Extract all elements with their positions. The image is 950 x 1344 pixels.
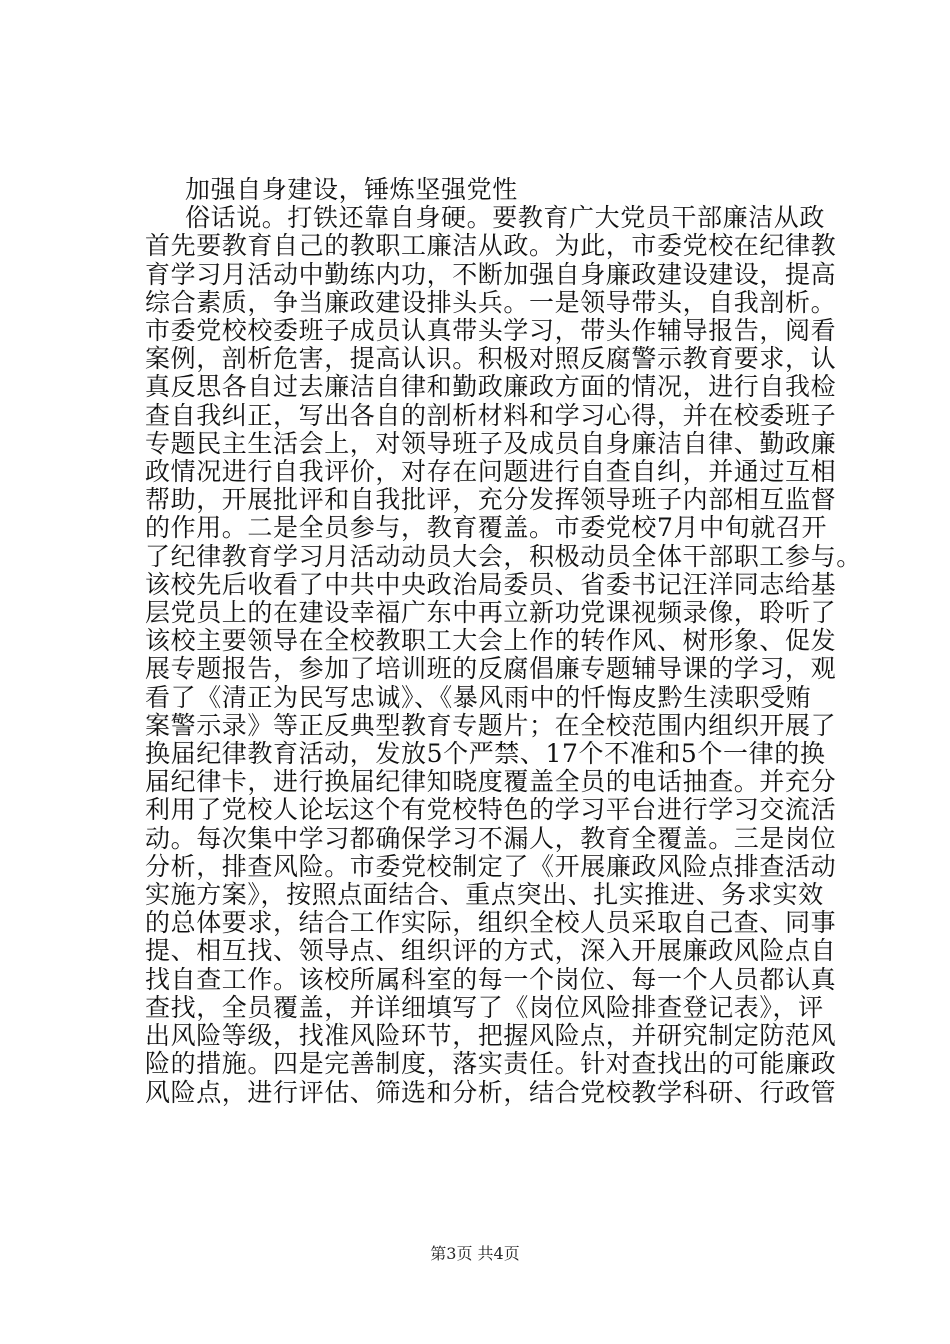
paragraph-line: 实施方案》，按照点面结合、重点突出、扎实推进、务求实效: [145, 880, 824, 910]
paragraph-line: 动。每次集中学习都确保学习不漏人，教育全覆盖。三是岗位: [145, 823, 837, 853]
paragraph-line: 首先要教育自己的教职工廉洁从政。为此，市委党校在纪律教: [145, 231, 837, 261]
paragraph-line: 市委党校校委班子成员认真带头学习，带头作辅导报告，阅看: [145, 316, 837, 346]
paragraph-line: 该校主要领导在全校教职工大会上作的转作风、树形象、促发: [145, 626, 837, 656]
paragraph-line: 展专题报告，参加了培训班的反腐倡廉专题辅导课的学习，观: [145, 654, 837, 684]
paragraph-line: 该校先后收看了中共中央政治局委员、省委书记汪洋同志给基: [145, 569, 837, 599]
paragraph-line: 案警示录》等正反典型教育专题片；在全校范围内组织开展了: [145, 710, 837, 740]
paragraph-line: 利用了党校人论坛这个有党校特色的学习平台进行学习交流活: [145, 795, 837, 825]
paragraph-line: 险的措施。四是完善制度，落实责任。针对查找出的可能廉政: [145, 1049, 837, 1079]
paragraph-line: 出风险等级，找准风险环节，把握风险点，并研究制定防范风: [145, 1021, 837, 1051]
paragraph-line: 的总体要求，结合工作实际，组织全校人员采取自己查、同事: [145, 908, 837, 938]
paragraph-line: 找自查工作。该校所属科室的每一个岗位、每一个人员都认真: [145, 964, 837, 994]
paragraph-line: 育学习月活动中勤练内功，不断加强自身廉政建设建设，提高: [145, 259, 837, 289]
paragraph-line: 专题民主生活会上，对领导班子及成员自身廉洁自律、勤政廉: [145, 428, 837, 458]
paragraph-line: 了纪律教育学习月活动动员大会，积极动员全体干部职工参与。: [145, 541, 862, 571]
paragraph-line: 换届纪律教育活动，发放5个严禁、17个不准和5个一律的换: [145, 739, 826, 769]
paragraph-line: 查找，全员覆盖，并详细填写了《岗位风险排查登记表》，评: [145, 992, 824, 1022]
paragraph-line: 提、相互找、领导点、组织评的方式，深入开展廉政风险点自: [145, 936, 837, 966]
paragraph-line: 政情况进行自我评价，对存在问题进行自查自纠，并通过互相: [145, 457, 837, 487]
paragraph-line-first: 俗话说。打铁还靠自身硬。要教育广大党员干部廉洁从政: [185, 203, 826, 233]
paragraph-line: 届纪律卡，进行换届纪律知晓度覆盖全员的电话抽查。并充分: [145, 767, 837, 797]
paragraph-line: 分析，排查风险。市委党校制定了《开展廉政风险点排查活动: [145, 851, 837, 881]
paragraph-line: 的作用。二是全员参与，教育覆盖。市委党校7月中旬就召开: [145, 513, 828, 543]
paragraph-line: 案例，剖析危害，提高认识。积极对照反腐警示教育要求，认: [145, 344, 837, 374]
paragraph-line: 看了《清正为民写忠诚》、《暴风雨中的忏悔皮黔生渎职受贿: [145, 682, 812, 712]
page-number: 第3页 共4页: [430, 1244, 520, 1263]
paragraph-line: 帮助，开展批评和自我批评，充分发挥领导班子内部相互监督: [145, 485, 837, 515]
paragraph-line: 风险点，进行评估、筛选和分析，结合党校教学科研、行政管: [145, 1077, 837, 1107]
paragraph-line: 查自我纠正，写出各自的剖析材料和学习心得，并在校委班子: [145, 400, 837, 430]
paragraph-line: 层党员上的在建设幸福广东中再立新功党课视频录像，聆听了: [145, 598, 837, 628]
document-body: [145, 175, 862, 1107]
paragraph-line: 综合素质，争当廉政建设排头兵。一是领导带头，自我剖析。: [145, 287, 837, 317]
section-heading: 加强自身建设，锤炼坚强党性: [185, 175, 518, 204]
paragraph-line: 真反思各自过去廉洁自律和勤政廉政方面的情况，进行自我检: [145, 372, 837, 402]
